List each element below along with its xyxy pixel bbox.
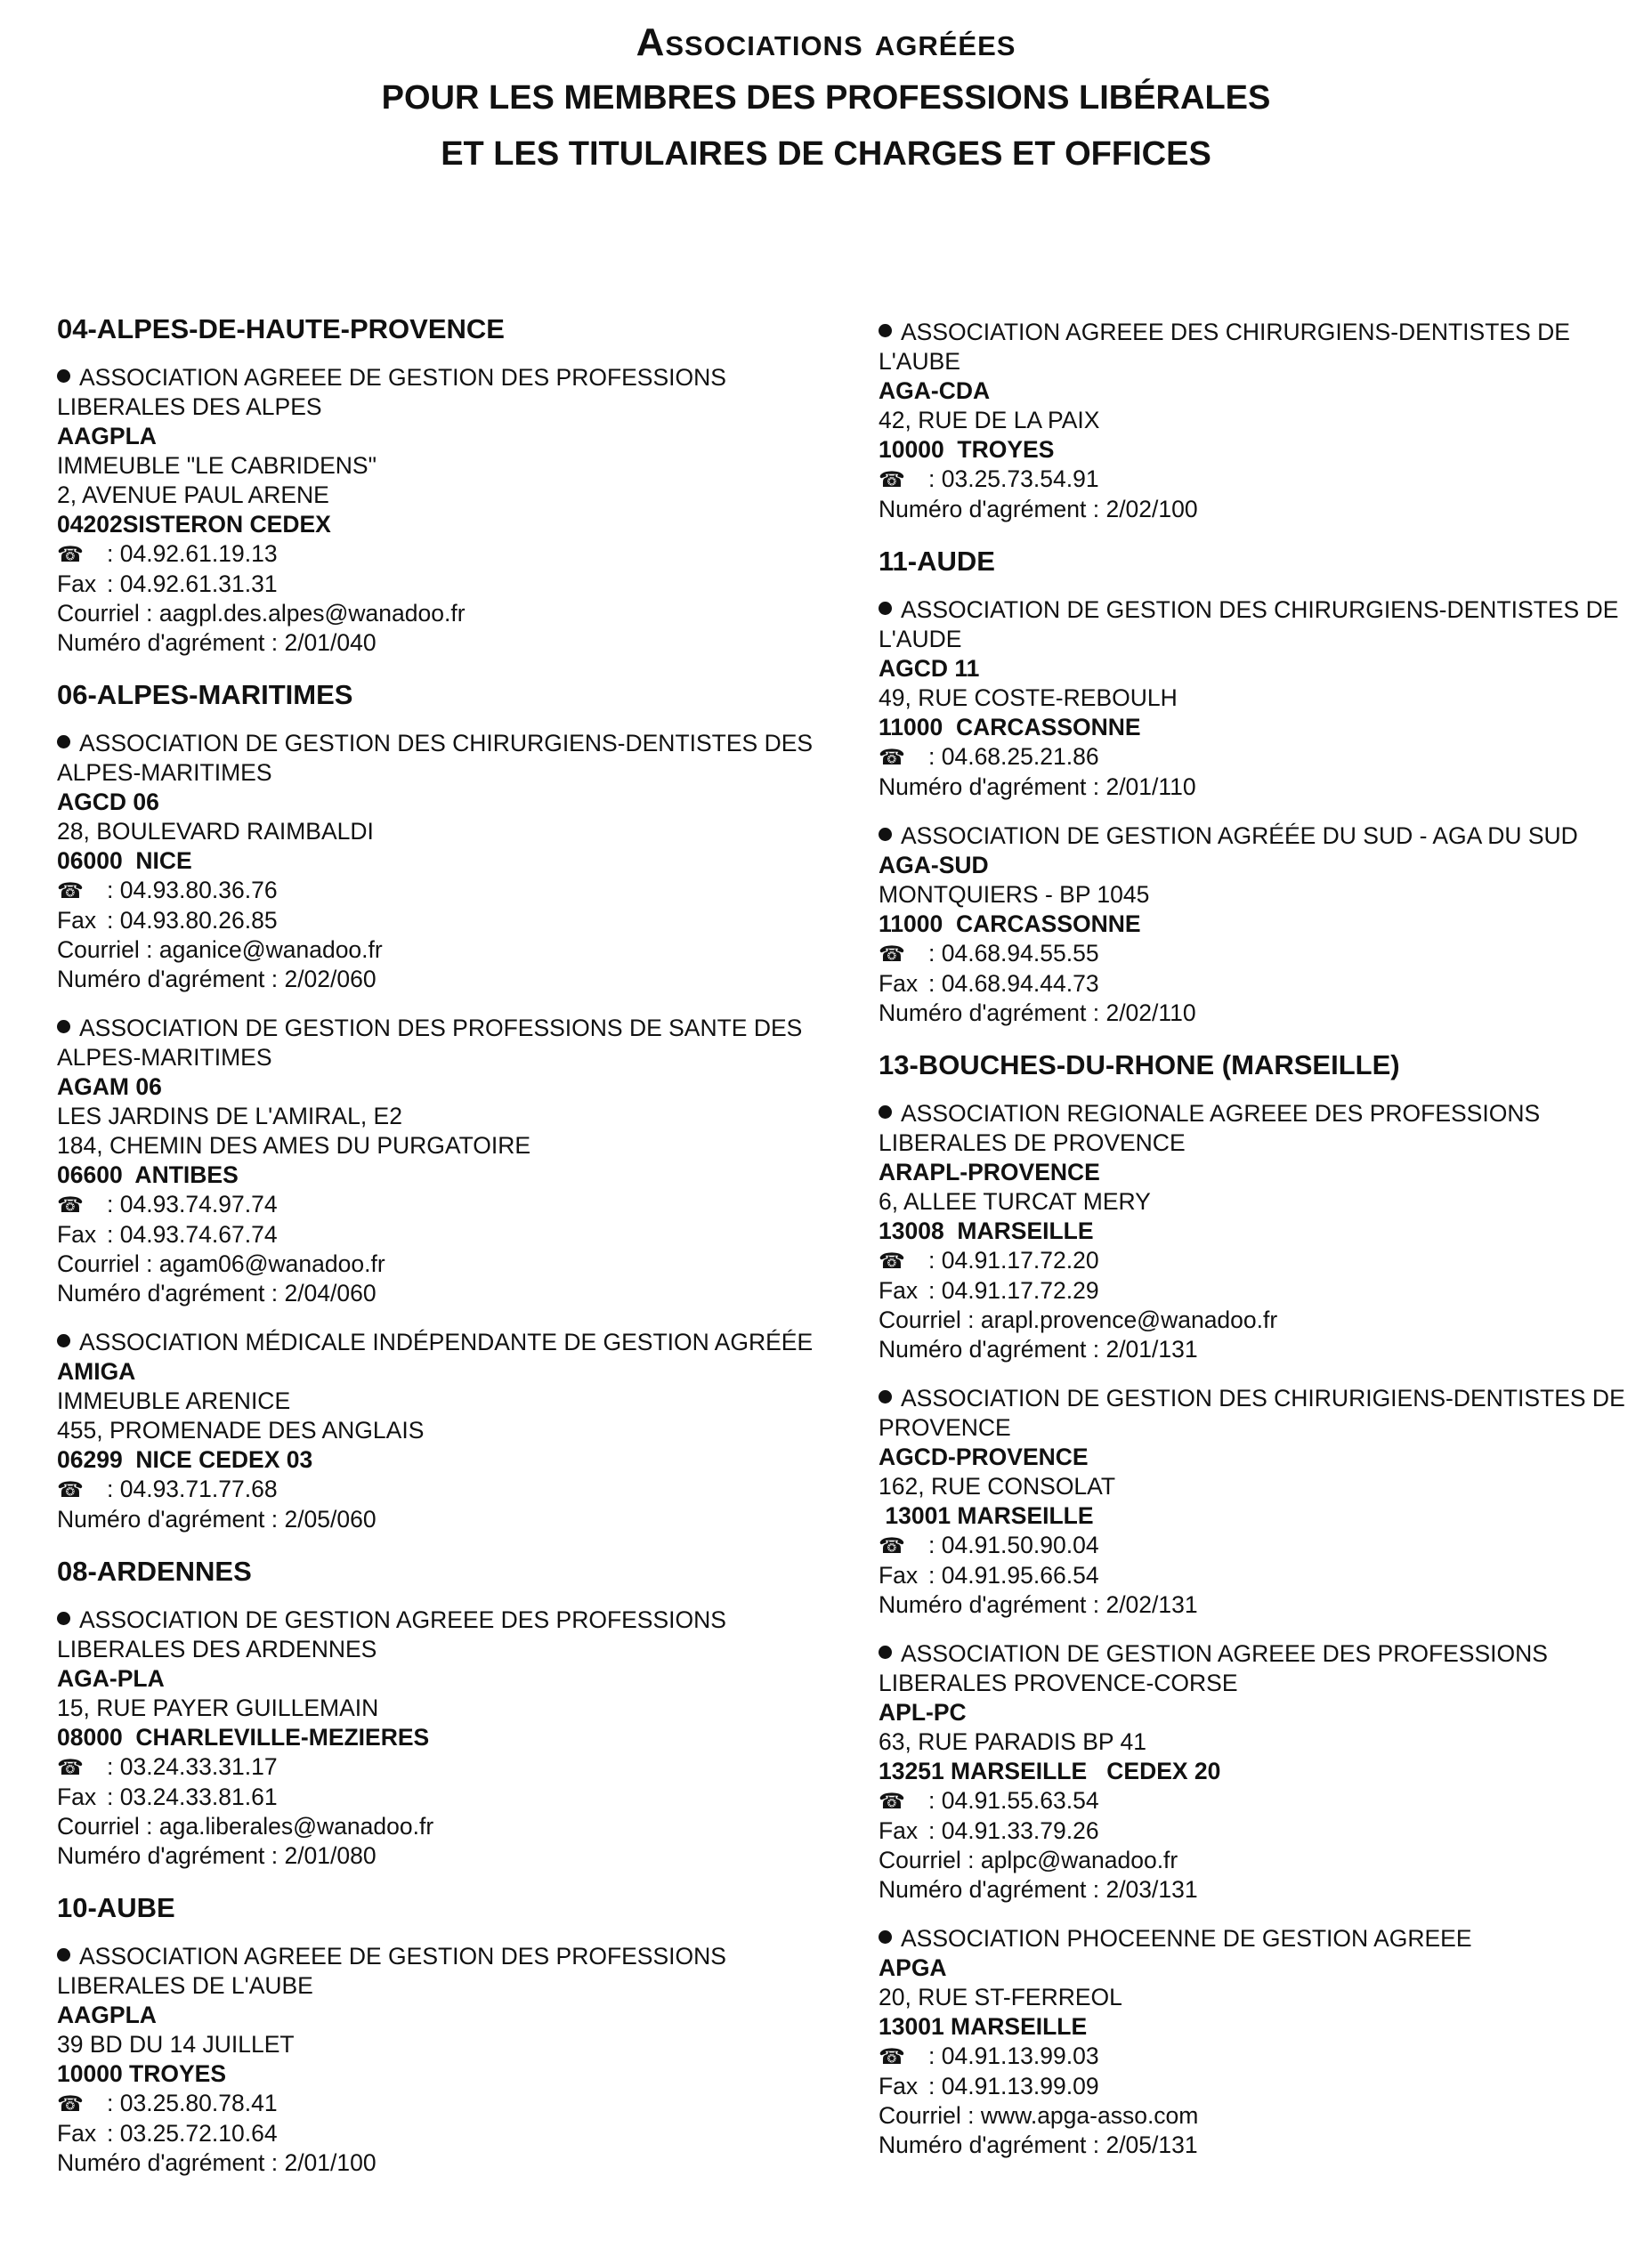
postal-city: 11000 CARCASSONNE xyxy=(879,714,1141,740)
email-value: aagpl.des.alpes@wanadoo.fr xyxy=(158,600,466,627)
address-line: 15, RUE PAYER GUILLEMAIN xyxy=(57,1695,379,1721)
agrement-line xyxy=(879,1590,1631,1620)
phone-line xyxy=(879,465,1631,495)
association-name-text: ASSOCIATION AGREEE DE GESTION DES PROFESSIONS LIBERALES DES ALPES xyxy=(57,364,726,420)
phone-line xyxy=(879,742,1631,773)
telephone-icon: ☎ xyxy=(57,1756,84,1780)
email-value: aganice@wanadoo.fr xyxy=(158,936,383,963)
email-line xyxy=(879,2101,1631,2131)
telephone-icon: ☎ xyxy=(879,746,905,770)
fax-line xyxy=(879,1561,1631,1590)
bullet-icon xyxy=(879,828,892,841)
fax-label: Fax xyxy=(57,907,97,934)
fax-number: : 04.92.61.31.31 xyxy=(107,570,278,597)
fax-number: : 04.68.94.44.73 xyxy=(928,970,1099,997)
email-line xyxy=(57,1812,840,1841)
address-line: MONTQUIERS - BP 1045 xyxy=(879,881,1150,908)
phone-number: : 03.24.33.31.17 xyxy=(107,1753,278,1780)
phone-number: : 04.68.94.55.55 xyxy=(928,940,1099,967)
agrement-number: 2/02/100 xyxy=(1105,496,1198,522)
section-heading: 13-BOUCHES-DU-RHONE (MARSEILLE) xyxy=(879,1049,1400,1080)
fax-line xyxy=(57,1783,840,1812)
address-line: 2, AVENUE PAUL ARENE xyxy=(57,481,329,508)
association-name-text: ASSOCIATION DE GESTION DES CHIRURIGIENS-DENTISTES DE PROVENCE xyxy=(879,1385,1625,1441)
association-name-text: ASSOCIATION DE GESTION AGREEE DES PROFESSIONS LIBERALES PROVENCE-CORSE xyxy=(879,1640,1548,1696)
fax-label: Fax xyxy=(57,1784,97,1810)
association-entry xyxy=(57,729,840,994)
association-entry xyxy=(879,318,1631,524)
association-acronym: AGCD-PROVENCE xyxy=(879,1444,1089,1470)
agrement-number: 2/04/060 xyxy=(284,1280,377,1306)
address-line: 63, RUE PARADIS BP 41 xyxy=(879,1728,1146,1755)
agrement-number: 2/02/131 xyxy=(1105,1591,1198,1618)
bullet-icon xyxy=(879,1390,892,1403)
association-name xyxy=(879,821,1631,851)
address-line: 6, ALLEE TURCAT MERY xyxy=(879,1188,1151,1215)
association-entry xyxy=(879,1924,1631,2160)
postal-city: 13251 MARSEILLE CEDEX 20 xyxy=(879,1758,1221,1784)
association-name xyxy=(57,729,840,788)
fax-number: : 04.93.74.67.74 xyxy=(107,1221,278,1248)
agrement-number: 2/01/110 xyxy=(1105,773,1196,800)
association-name xyxy=(879,1099,1631,1158)
agrement-label: Numéro d'agrément : xyxy=(57,2149,285,2176)
title-line-3: ET LES TITULAIRES DE CHARGES ET OFFICES xyxy=(441,135,1211,173)
association-name xyxy=(879,318,1631,376)
phone-number: : 03.25.73.54.91 xyxy=(928,465,1099,492)
email-value: aplpc@wanadoo.fr xyxy=(980,1847,1178,1873)
agrement-number: 2/01/040 xyxy=(284,629,377,656)
agrement-number: 2/02/060 xyxy=(284,966,377,992)
telephone-icon: ☎ xyxy=(879,1534,905,1558)
email-line xyxy=(57,599,840,628)
association-name xyxy=(879,1639,1631,1698)
address-line: 39 BD DU 14 JUILLET xyxy=(57,2031,295,2058)
agrement-number: 2/01/080 xyxy=(284,1842,377,1869)
address-line: 455, PROMENADE DES ANGLAIS xyxy=(57,1417,425,1444)
association-acronym: APL-PC xyxy=(879,1699,967,1726)
phone-line xyxy=(879,1246,1631,1276)
phone-line xyxy=(57,1190,840,1220)
association-acronym: AAGPLA xyxy=(57,423,157,449)
title-line-2: POUR LES MEMBRES DES PROFESSIONS LIBÉRALES xyxy=(381,79,1271,117)
telephone-icon: ☎ xyxy=(879,468,905,492)
email-value: arapl.provence@wanadoo.fr xyxy=(980,1306,1278,1333)
association-entry xyxy=(57,1014,840,1308)
association-name-text: ASSOCIATION AGREEE DES CHIRURGIENS-DENTISTES DE L'AUBE xyxy=(879,319,1570,375)
association-acronym: AGA-CDA xyxy=(879,377,991,404)
agrement-number: 2/05/131 xyxy=(1105,2132,1198,2158)
association-acronym: ARAPL-PROVENCE xyxy=(879,1159,1100,1185)
postal-city: 10000 TROYES xyxy=(879,436,1055,463)
section-heading: 08-ARDENNES xyxy=(57,1556,252,1587)
agrement-label: Numéro d'agrément : xyxy=(57,629,285,656)
email-label: Courriel : xyxy=(57,1250,159,1277)
fax-line xyxy=(879,1816,1631,1846)
email-value: agam06@wanadoo.fr xyxy=(158,1250,385,1277)
agrement-number: 2/01/131 xyxy=(1105,1336,1198,1363)
postal-city: 06000 NICE xyxy=(57,847,192,874)
fax-line xyxy=(879,969,1631,999)
address-line: 162, RUE CONSOLAT xyxy=(879,1473,1116,1500)
agrement-line xyxy=(879,2131,1631,2160)
agrement-line xyxy=(879,1335,1631,1364)
right-column xyxy=(879,318,1631,2180)
phone-line xyxy=(879,1531,1631,1561)
agrement-line xyxy=(57,2148,840,2178)
fax-label: Fax xyxy=(57,1221,97,1248)
fax-number: : 04.91.17.72.29 xyxy=(928,1277,1099,1304)
email-value: aga.liberales@wanadoo.fr xyxy=(158,1813,434,1840)
agrement-label: Numéro d'agrément : xyxy=(879,999,1106,1026)
association-name-text: ASSOCIATION AGREEE DE GESTION DES PROFESSIONS LIBERALES DE L'AUBE xyxy=(57,1943,726,1999)
association-acronym: AGA-PLA xyxy=(57,1665,165,1692)
association-acronym: AGCD 06 xyxy=(57,789,159,815)
bullet-icon xyxy=(57,1612,70,1625)
association-name-text: ASSOCIATION DE GESTION AGRÉÉE DU SUD - AGA DU SUD xyxy=(901,822,1578,849)
association-name-text: ASSOCIATION DE GESTION DES PROFESSIONS DE SANTE DES ALPES-MARITIMES xyxy=(57,1015,803,1071)
association-name-text: ASSOCIATION DE GESTION DES CHIRURGIENS-DENTISTES DES ALPES-MARITIMES xyxy=(57,730,814,786)
telephone-icon: ☎ xyxy=(57,1193,84,1217)
phone-number: : 03.25.80.78.41 xyxy=(107,2090,278,2116)
bullet-icon xyxy=(879,1105,892,1119)
phone-number: : 04.93.80.36.76 xyxy=(107,877,278,903)
agrement-label: Numéro d'agrément : xyxy=(57,1506,285,1533)
association-name-text: ASSOCIATION REGIONALE AGREEE DES PROFESSIONS LIBERALES DE PROVENCE xyxy=(879,1100,1541,1156)
phone-line xyxy=(57,2089,840,2119)
agrement-line xyxy=(879,999,1631,1028)
association-entry xyxy=(879,1099,1631,1364)
section-heading: 11-AUDE xyxy=(879,546,995,577)
bullet-icon xyxy=(57,1020,70,1033)
agrement-line xyxy=(57,1841,840,1871)
phone-number: : 04.92.61.19.13 xyxy=(107,540,278,567)
phone-line xyxy=(57,876,840,906)
email-line xyxy=(57,1250,840,1279)
address-line: LES JARDINS DE L'AMIRAL, E2 xyxy=(57,1103,402,1129)
email-value: www.apga-asso.com xyxy=(980,2102,1199,2129)
fax-line xyxy=(57,1220,840,1250)
phone-line xyxy=(879,2042,1631,2072)
section-heading: 04-ALPES-DE-HAUTE-PROVENCE xyxy=(57,313,505,344)
association-name-text: ASSOCIATION DE GESTION AGREEE DES PROFESSIONS LIBERALES DES ARDENNES xyxy=(57,1606,726,1662)
association-entry xyxy=(879,1384,1631,1620)
agrement-line xyxy=(879,773,1631,802)
postal-city: 13001 MARSEILLE xyxy=(879,1502,1094,1529)
email-label: Courriel : xyxy=(879,1847,981,1873)
phone-line xyxy=(57,1752,840,1783)
phone-number: : 04.91.13.99.03 xyxy=(928,2043,1099,2069)
phone-line xyxy=(57,1475,840,1505)
left-column xyxy=(57,311,840,2197)
fax-number: : 03.25.72.10.64 xyxy=(107,2120,278,2147)
association-acronym: APGA xyxy=(879,1954,947,1981)
address-line: 28, BOULEVARD RAIMBALDI xyxy=(57,818,374,845)
fax-label: Fax xyxy=(879,1562,919,1589)
association-entry xyxy=(879,821,1631,1028)
association-name xyxy=(57,1942,840,2001)
fax-line xyxy=(879,1276,1631,1306)
email-label: Courriel : xyxy=(57,936,159,963)
fax-label: Fax xyxy=(57,570,97,597)
telephone-icon: ☎ xyxy=(879,1250,905,1274)
agrement-line xyxy=(57,628,840,658)
bullet-icon xyxy=(57,1334,70,1347)
address-line: 42, RUE DE LA PAIX xyxy=(879,407,1100,433)
association-entry xyxy=(57,1606,840,1871)
fax-line xyxy=(879,2072,1631,2101)
telephone-icon: ☎ xyxy=(57,2092,84,2116)
association-entry xyxy=(57,363,840,658)
association-acronym: AMIGA xyxy=(57,1358,136,1385)
association-acronym: AAGPLA xyxy=(57,2002,157,2028)
association-name-text: ASSOCIATION DE GESTION DES CHIRURGIENS-DENTISTES DE L'AUDE xyxy=(879,596,1619,652)
bullet-icon xyxy=(879,602,892,615)
agrement-line xyxy=(57,1505,840,1534)
postal-city: 13008 MARSEILLE xyxy=(879,1217,1094,1244)
association-name-text: ASSOCIATION PHOCEENNE DE GESTION AGREEE xyxy=(901,1925,1472,1952)
fax-line xyxy=(57,2119,840,2148)
association-name xyxy=(57,1606,840,1664)
agrement-line xyxy=(879,1875,1631,1905)
agrement-label: Numéro d'agrément : xyxy=(879,2132,1106,2158)
title-line-1: Associations agréées xyxy=(636,20,1016,64)
association-name xyxy=(57,1328,840,1357)
telephone-icon: ☎ xyxy=(879,1790,905,1814)
agrement-label: Numéro d'agrément : xyxy=(879,773,1106,800)
postal-city: 08000 CHARLEVILLE-MEZIERES xyxy=(57,1724,430,1751)
agrement-line xyxy=(57,1279,840,1308)
agrement-label: Numéro d'agrément : xyxy=(879,1591,1106,1618)
fax-number: : 04.91.13.99.09 xyxy=(928,2073,1099,2099)
agrement-number: 2/05/060 xyxy=(284,1506,377,1533)
fax-number: : 04.93.80.26.85 xyxy=(107,907,278,934)
phone-number: : 04.91.50.90.04 xyxy=(928,1532,1099,1558)
fax-number: : 04.91.33.79.26 xyxy=(928,1817,1099,1844)
address-line: IMMEUBLE "LE CABRIDENS" xyxy=(57,452,377,479)
bullet-icon xyxy=(57,735,70,748)
postal-city: 10000 TROYES xyxy=(57,2060,227,2087)
phone-line xyxy=(879,1786,1631,1816)
association-acronym: AGAM 06 xyxy=(57,1073,162,1100)
phone-number: : 04.91.55.63.54 xyxy=(928,1787,1099,1814)
address-line: 184, CHEMIN DES AMES DU PURGATOIRE xyxy=(57,1132,531,1159)
agrement-label: Numéro d'agrément : xyxy=(57,966,285,992)
agrement-line xyxy=(57,965,840,994)
fax-number: : 04.91.95.66.54 xyxy=(928,1562,1099,1589)
postal-city: 04202SISTERON CEDEX xyxy=(57,511,331,538)
bullet-icon xyxy=(879,324,892,337)
association-acronym: AGA-SUD xyxy=(879,852,989,878)
address-line: 49, RUE COSTE-REBOULH xyxy=(879,684,1178,711)
agrement-line xyxy=(879,495,1631,524)
fax-label: Fax xyxy=(879,2073,919,2099)
phone-number: : 04.91.17.72.20 xyxy=(928,1247,1099,1274)
telephone-icon: ☎ xyxy=(57,1478,84,1502)
phone-number: : 04.68.25.21.86 xyxy=(928,743,1099,770)
phone-line xyxy=(57,539,840,570)
agrement-number: 2/03/131 xyxy=(1105,1876,1198,1903)
association-name xyxy=(879,1384,1631,1443)
fax-label: Fax xyxy=(879,1817,919,1844)
telephone-icon: ☎ xyxy=(879,2045,905,2069)
agrement-number: 2/02/110 xyxy=(1105,999,1196,1026)
association-entry xyxy=(879,595,1631,802)
telephone-icon: ☎ xyxy=(879,942,905,967)
association-name xyxy=(57,1014,840,1072)
fax-label: Fax xyxy=(57,2120,97,2147)
email-line xyxy=(879,1846,1631,1875)
association-name xyxy=(57,363,840,422)
agrement-label: Numéro d'agrément : xyxy=(57,1280,285,1306)
postal-city: 06299 NICE CEDEX 03 xyxy=(57,1446,313,1473)
postal-city: 11000 CARCASSONNE xyxy=(879,910,1141,937)
telephone-icon: ☎ xyxy=(57,879,84,903)
email-label: Courriel : xyxy=(57,1813,159,1840)
section-heading: 10-AUBE xyxy=(57,1892,175,1923)
document-title xyxy=(0,14,1652,182)
association-entry xyxy=(57,1942,840,2178)
agrement-label: Numéro d'agrément : xyxy=(879,496,1106,522)
bullet-icon xyxy=(879,1646,892,1659)
bullet-icon xyxy=(57,369,70,383)
association-name xyxy=(879,595,1631,654)
email-label: Courriel : xyxy=(57,600,159,627)
postal-city: 13001 MARSEILLE xyxy=(879,2013,1088,2040)
email-line xyxy=(57,935,840,965)
email-label: Courriel : xyxy=(879,1306,981,1333)
email-line xyxy=(879,1306,1631,1335)
association-entry xyxy=(57,1328,840,1534)
phone-number: : 04.93.71.77.68 xyxy=(107,1476,278,1502)
fax-label: Fax xyxy=(879,1277,919,1304)
association-entry xyxy=(879,1639,1631,1905)
fax-number: : 03.24.33.81.61 xyxy=(107,1784,278,1810)
bullet-icon xyxy=(57,1948,70,1962)
address-line: IMMEUBLE ARENICE xyxy=(57,1387,291,1414)
agrement-label: Numéro d'agrément : xyxy=(57,1842,285,1869)
phone-line xyxy=(879,939,1631,969)
email-label: Courriel : xyxy=(879,2102,981,2129)
phone-number: : 04.93.74.97.74 xyxy=(107,1191,278,1217)
association-name xyxy=(879,1924,1631,1954)
postal-city: 06600 ANTIBES xyxy=(57,1161,239,1188)
agrement-label: Numéro d'agrément : xyxy=(879,1876,1106,1903)
telephone-icon: ☎ xyxy=(57,543,84,567)
agrement-label: Numéro d'agrément : xyxy=(879,1336,1106,1363)
bullet-icon xyxy=(879,1930,892,1944)
agrement-number: 2/01/100 xyxy=(284,2149,377,2176)
fax-line xyxy=(57,570,840,599)
association-acronym: AGCD 11 xyxy=(879,655,980,682)
fax-label: Fax xyxy=(879,970,919,997)
fax-line xyxy=(57,906,840,935)
section-heading: 06-ALPES-MARITIMES xyxy=(57,679,353,710)
address-line: 20, RUE ST-FERREOL xyxy=(879,1984,1122,2010)
association-name-text: ASSOCIATION MÉDICALE INDÉPENDANTE DE GESTION AGRÉÉE xyxy=(79,1329,814,1355)
